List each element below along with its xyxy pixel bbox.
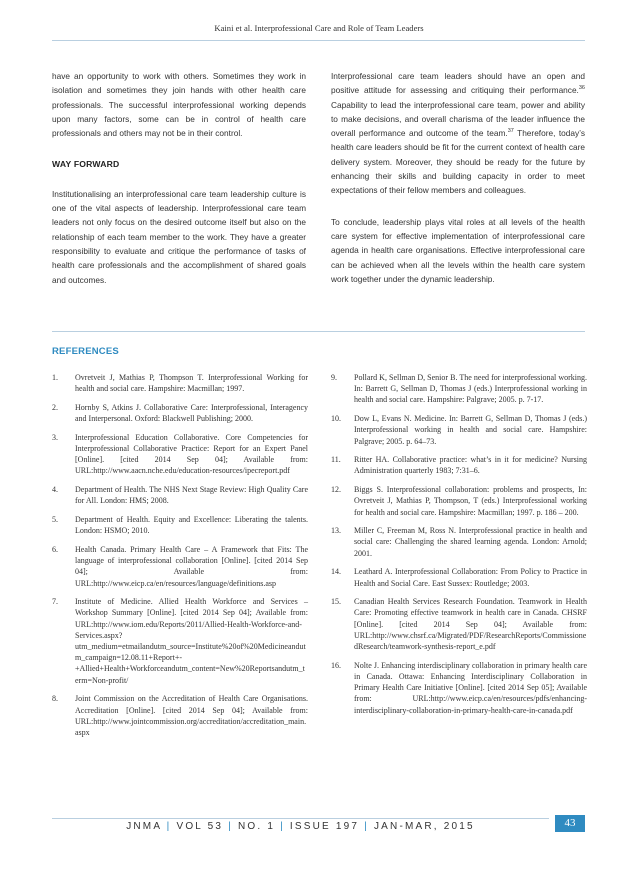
- reference-number: 10.: [331, 414, 341, 424]
- reference-number: 1.: [52, 373, 58, 382]
- reference-item: [52, 484, 308, 506]
- reference-number: 11.: [331, 455, 341, 465]
- running-head: Kaini et al. Interprofessional Care and Role of Team Leaders: [214, 23, 424, 33]
- reference-text: Pollard K, Sellman D, Senior B. The need for interprofessional working. In: Barrett G, Sellman D, Thomas J (eds.) Interprofessional working in health and social care. Hampshire: Palgrave; 2005. p. 7-17.: [354, 373, 587, 405]
- references-right-column: [331, 372, 587, 723]
- reference-text: Institute of Medicine. Allied Health Workforce and Services – Workshop Summary [Online]. [cited 2014 Sep 04]; Available from: URL:http://www.iom.edu/Reports/2011/Allied-Health-Workforce-and-Services.aspx?utm_medium=etmailandutm_source=Institute%20of%20Medicineandutm_campaign=12.08.11+Report+-+Allied+Health+Workforceandutm_content=New%20Reportsandutm_term=Non-profit/: [75, 597, 308, 685]
- reference-number: 15.: [331, 597, 341, 607]
- reference-number: 7.: [52, 597, 58, 607]
- reference-number: 3.: [52, 432, 58, 442]
- reference-item: [331, 596, 587, 652]
- section-rule: [52, 331, 585, 332]
- reference-text: Dow L, Evans N. Medicine. In: Barrett G, Sellman D, Thomas J (eds.) Interprofessional working in health and social care. Hampshire: Palgrave; 2005. p. 64–73.: [354, 414, 587, 446]
- left-paragraph-2: Institutionalising an interprofessional care team leadership culture is one of the vital aspects of leadership. Interprofessional care team leaders not only focus on the desired outcome itself but also on the relationship of each team member to the work. They have a greater responsibility to evaluate and critique the performance of tasks of health care professionals and the accomplishment of shared goals and outcomes.: [52, 188, 306, 285]
- footer-volume: VOL 53: [176, 821, 224, 832]
- reference-text: Nolte J. Enhancing interdisciplinary collaboration in primary health care in Canada. Ottawa: Enhancing Interdisciplinary Collaboration in Primary Health Care Initiative [Online]. [cited 2014 Sep 05]; Available from: URL:http://www.eicp.ca/en/resources/pdfs/enhancing-interdisciplinary-collaboration-in-primary-health-care-in-canada.pdf: [354, 660, 587, 715]
- reference-item: [52, 544, 308, 589]
- reference-item: [331, 566, 587, 588]
- citation-37: 37: [507, 128, 514, 135]
- reference-item: [331, 372, 587, 406]
- reference-text: Biggs S. Interprofessional collaboration: problems and prospects, In: Ovretveit J, Mathias P, Thompson, T (eds.) Interprofessional working for health and social care. Hampshire: Macmillan; 1997. p. 186 – 200.: [354, 485, 587, 517]
- reference-number: 2.: [52, 402, 58, 412]
- footer-separator: |: [166, 821, 172, 832]
- right-paragraph-1: Interprofessional care team leaders should have an open and positive attitude for assessing and critiquing their performance.$^{36}$ Capability to lead the interprofessional care team, power and ability to make decisions, and overall charisma of the leader influence the overall performance and outcome of the team.$^{37}$ Therefore, today’s health care leaders should be fit for the current context of health care delivery system. Moreover, they should be ready for the future by enhancing their skills and building capacity in order to meet expectations of their fellow members and colleagues.: [331, 71, 586, 196]
- references-left-column: [52, 372, 308, 746]
- reference-item: [52, 693, 308, 738]
- footer-date: JAN-MAR, 2015: [373, 821, 475, 832]
- reference-item: [331, 525, 587, 559]
- reference-item: [331, 413, 587, 447]
- reference-text: Department of Health. The NHS Next Stage Review: High Quality Care for All. London: HMS; 2008.: [75, 485, 308, 506]
- reference-text: Joint Commission on the Accreditation of Health Care Organisations. Accreditation [Online]. [cited 2014 Sep 04]; Available from: URL:http://www.jointcommission.org/accreditation/accreditation_main.aspx: [75, 694, 308, 737]
- reference-text: Hornby S, Atkins J. Collaborative Care: Interprofessional, Interagency and Interpersonal. Oxford: Blackwell Publishing; 2000.: [75, 402, 308, 424]
- page-number: 43: [555, 815, 585, 832]
- reference-text: Leathard A. Interprofessional Collaboration: From Policy to Practice in Health and Social Care. East Sussex: Routledge; 2003.: [354, 567, 587, 588]
- citation-36: 36: [578, 85, 585, 92]
- left-column: [52, 69, 306, 304]
- reference-text: Department of Health. Equity and Excellence: Liberating the talents. London: HSMO; 2010.: [75, 515, 308, 536]
- reference-text: Canadian Health Services Research Foundation. Teamwork in Health Care: Promoting effective teamwork in health care in Canada. CHSRF [Online]. [cited 2014 Sep 04]; Available from: URL:http://www.chsrf.ca/Migrated/PDF/ResearchReports/CommissionedResearch/teamwork-synthesis-report_e.pdf: [354, 597, 587, 652]
- footer-number: NO. 1: [237, 821, 276, 832]
- reference-number: 12.: [331, 485, 341, 495]
- reference-item: [331, 454, 587, 476]
- reference-item: [52, 432, 308, 477]
- reference-text: Interprofessional Education Collaborative. Core Competencies for Interprofessional Collaborative Practice: Report for an Expert Panel [Online]. [cited 2014 Sep 04]; Available from: URL:http://www.aacn.nche.edu/education-resources/ipecreport.pdf: [75, 432, 308, 476]
- reference-item: [331, 660, 587, 716]
- footer-issue: ISSUE 197: [289, 821, 360, 832]
- section-heading-way-forward: WAY FORWARD: [52, 159, 120, 170]
- reference-item: [52, 514, 308, 536]
- reference-number: 8.: [52, 694, 58, 704]
- reference-number: 16.: [331, 660, 341, 670]
- reference-item: [52, 372, 308, 394]
- right-column: [331, 69, 585, 303]
- reference-item: [52, 402, 308, 424]
- footer-journal: JNMA: [126, 821, 162, 832]
- reference-number: 13.: [331, 526, 341, 536]
- reference-text: Miller C, Freeman M, Ross N. Interprofessional practice in health and social care: Challenging the shared learning agenda. London: Arnold; 2001.: [354, 526, 587, 558]
- left-paragraph-1: have an opportunity to work with others. Sometimes they work in isolation and sometimes they join hands with other health care professionals. The successful interprofessional working depends upon many factors, some can be in control of health care professionals and others may not be in their control.: [52, 71, 306, 139]
- reference-number: 14.: [331, 567, 341, 577]
- reference-number: 6.: [52, 544, 58, 554]
- journal-footer: [52, 818, 549, 836]
- header-rule: [52, 40, 585, 41]
- reference-number: 9.: [331, 373, 337, 382]
- footer-separator: |: [228, 821, 233, 832]
- reference-number: 4.: [52, 485, 58, 495]
- reference-text: Ovretveit J, Mathias P, Thompson T. Interprofessional Working for health and social care. Hampshire: Macmillan; 1997.: [75, 373, 308, 394]
- footer-separator: |: [280, 821, 285, 832]
- footer-separator: |: [364, 821, 369, 832]
- references-title: REFERENCES: [52, 346, 119, 357]
- reference-number: 5.: [52, 515, 58, 525]
- reference-text: Ritter HA. Collaborative practice: what’s in it for medicine? Nursing Administration quarterly 1983; 7:31–6.: [354, 455, 587, 476]
- right-paragraph-2: To conclude, leadership plays vital roles at all levels of the health care system for effective implementation of interprofessional care agenda in health care organisations. Effective interprofessional care can be achieved when all the levels within the health care system work together under the dynamic leadership.: [331, 216, 585, 284]
- reference-item: [331, 484, 587, 518]
- reference-item: [52, 596, 308, 686]
- reference-text: Health Canada. Primary Health Care – A Framework that Fits: The language of interprofessional collaboration [Online]. [cited 2014 Sep 04]; Available from: URL:http://www.eicp.ca/en/resources/language/definitions.asp: [75, 544, 308, 588]
